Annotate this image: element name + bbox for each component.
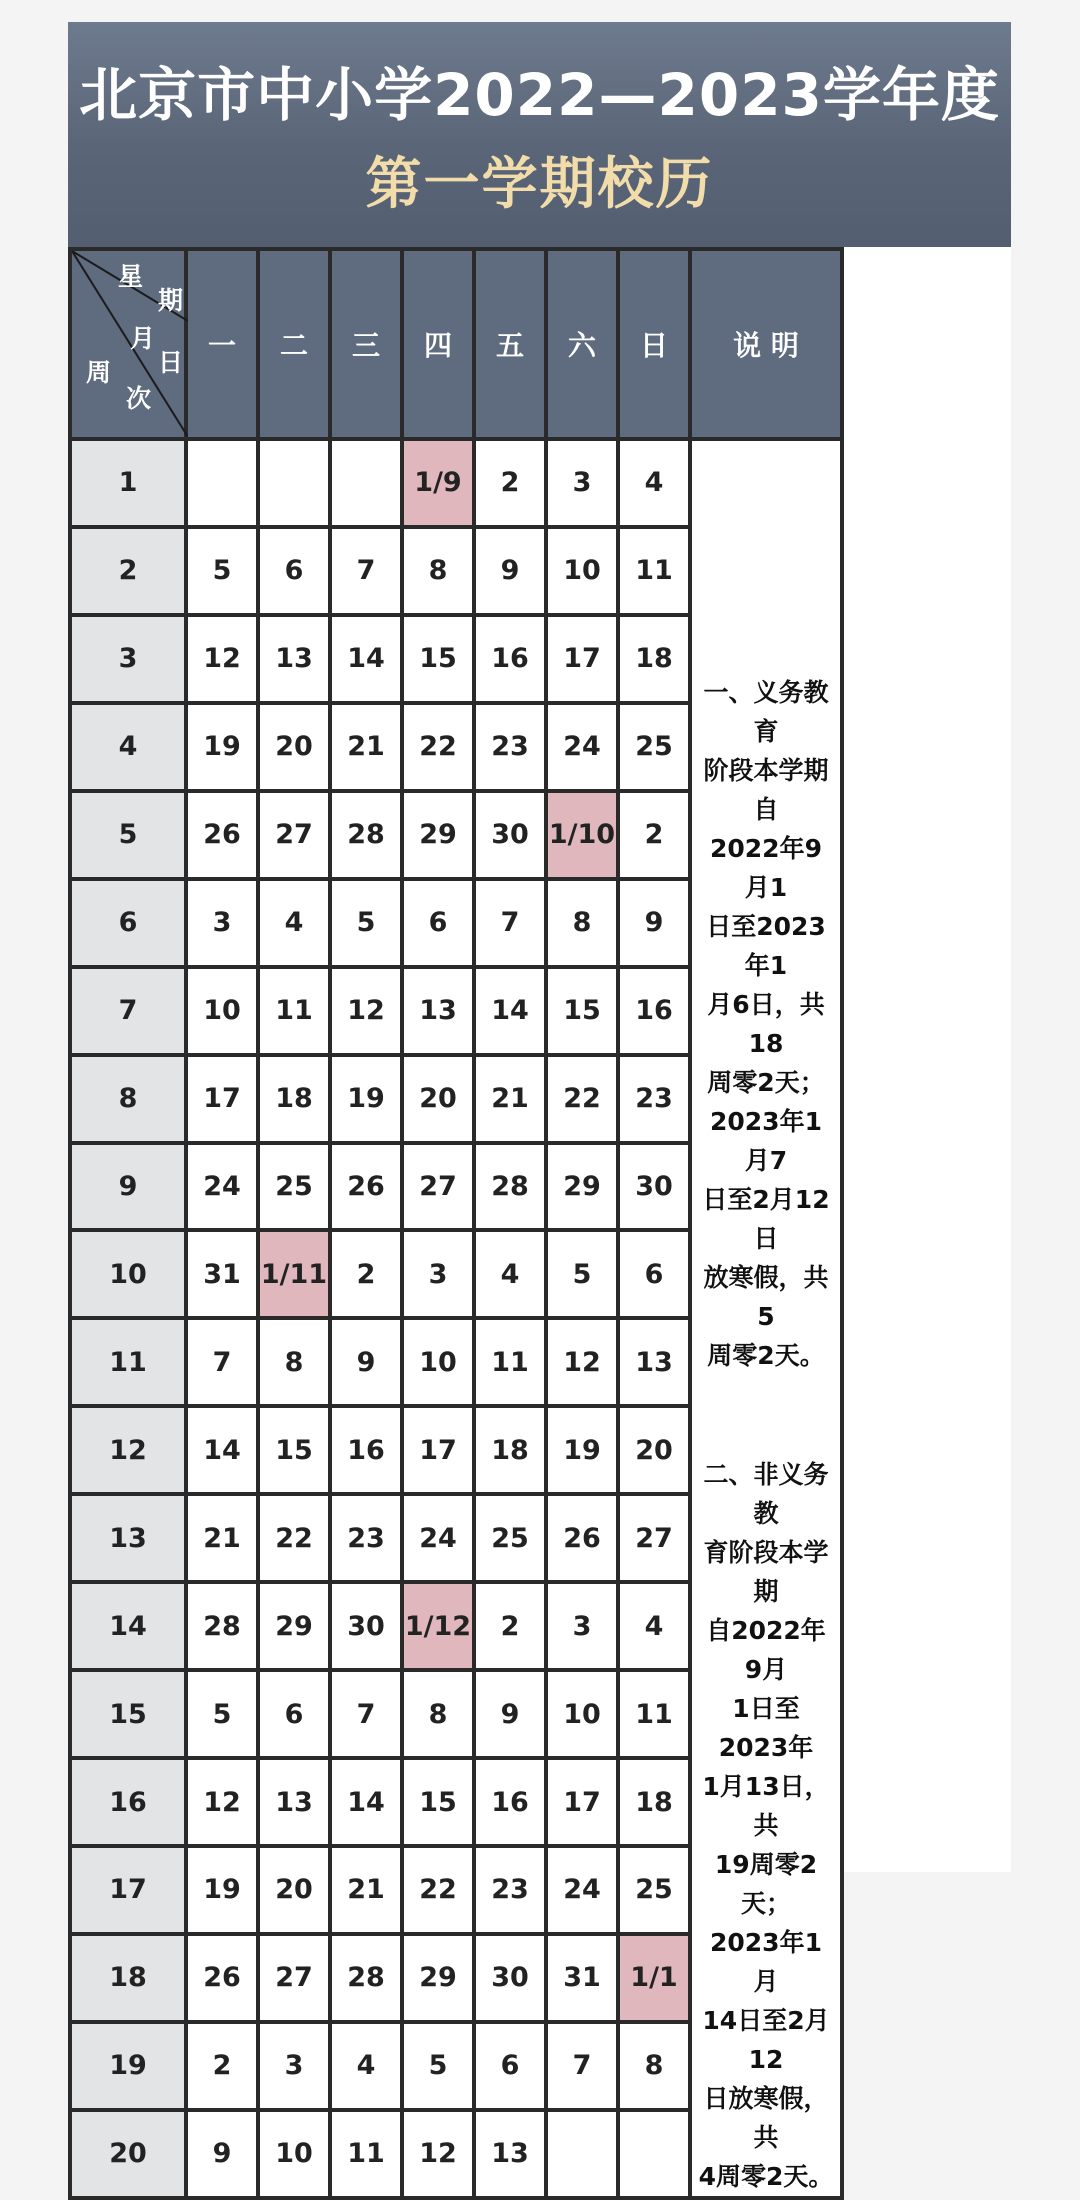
day-cell: 30	[474, 791, 546, 879]
day-cell: 7	[330, 1670, 402, 1758]
day-cell: 21	[330, 703, 402, 791]
note-line-compulsory: 2023年1月7	[710, 1107, 822, 1175]
day-cell: 1/1	[618, 1934, 690, 2022]
day-cell: 7	[474, 879, 546, 967]
week-row	[70, 439, 842, 527]
day-cell: 26	[546, 1494, 618, 1582]
day-cell: 13	[258, 615, 330, 703]
day-cell: 27	[618, 1494, 690, 1582]
day-cell: 10	[258, 2110, 330, 2198]
day-cell: 19	[186, 1846, 258, 1934]
day-cell: 25	[618, 703, 690, 791]
day-cell: 14	[474, 967, 546, 1055]
week-number: 5	[70, 791, 186, 879]
day-cell: 10	[546, 527, 618, 615]
corner-label-ci: 次	[126, 384, 152, 413]
note-line-noncompulsory: 1月13日，共	[702, 1772, 830, 1840]
note-line-noncompulsory: 1日至2023年	[718, 1694, 814, 1762]
day-cell: 13	[618, 1318, 690, 1406]
weekday-header-wed: 三	[330, 249, 402, 439]
day-cell: 4	[618, 1582, 690, 1670]
day-cell: 2	[474, 1582, 546, 1670]
week-number: 14	[70, 1582, 186, 1670]
day-cell: 10	[402, 1318, 474, 1406]
day-cell: 13	[258, 1758, 330, 1846]
day-cell: 17	[186, 1055, 258, 1143]
day-cell: 16	[474, 615, 546, 703]
day-cell: 21	[330, 1846, 402, 1934]
day-cell: 11	[258, 967, 330, 1055]
day-cell: 5	[186, 1670, 258, 1758]
day-cell: 30	[330, 1582, 402, 1670]
day-cell: 15	[402, 1758, 474, 1846]
week-number: 4	[70, 703, 186, 791]
note-line-noncompulsory: 二、非义务教	[703, 1460, 829, 1528]
note-line-compulsory: 日至2023年1	[706, 912, 826, 980]
day-cell	[186, 439, 258, 527]
day-cell: 21	[186, 1494, 258, 1582]
day-cell: 18	[618, 1758, 690, 1846]
day-cell: 11	[330, 2110, 402, 2198]
day-cell: 5	[186, 527, 258, 615]
day-cell: 10	[186, 967, 258, 1055]
week-number: 8	[70, 1055, 186, 1143]
day-cell: 27	[402, 1143, 474, 1231]
week-number: 10	[70, 1230, 186, 1318]
day-cell: 2	[474, 439, 546, 527]
note-line-compulsory: 放寒假，共5	[703, 1263, 829, 1331]
day-cell: 19	[546, 1406, 618, 1494]
day-cell: 6	[258, 527, 330, 615]
day-cell: 11	[474, 1318, 546, 1406]
weekday-header-sun: 日	[618, 249, 690, 439]
day-cell: 3	[546, 1582, 618, 1670]
day-cell	[618, 2110, 690, 2198]
day-cell: 19	[186, 703, 258, 791]
note-line-compulsory: 日至2月12日	[702, 1185, 830, 1253]
week-number: 12	[70, 1406, 186, 1494]
note-line-compulsory: 2022年9月1	[710, 834, 822, 902]
day-cell: 17	[402, 1406, 474, 1494]
notes-spacer	[698, 441, 834, 673]
day-cell: 8	[402, 527, 474, 615]
day-cell: 2	[330, 1230, 402, 1318]
day-cell: 23	[618, 1055, 690, 1143]
day-cell: 2	[186, 2022, 258, 2110]
day-cell: 18	[618, 615, 690, 703]
day-cell: 19	[330, 1055, 402, 1143]
day-cell: 24	[546, 703, 618, 791]
day-cell: 31	[546, 1934, 618, 2022]
day-cell: 29	[546, 1143, 618, 1231]
day-cell: 12	[402, 2110, 474, 2198]
day-cell: 12	[186, 615, 258, 703]
day-cell: 22	[546, 1055, 618, 1143]
day-cell: 18	[474, 1406, 546, 1494]
day-cell: 16	[618, 967, 690, 1055]
header-row	[70, 249, 842, 439]
note-line-noncompulsory: 4周零2天。	[698, 2162, 834, 2191]
day-cell: 5	[330, 879, 402, 967]
week-number: 1	[70, 439, 186, 527]
day-cell: 13	[402, 967, 474, 1055]
page-title: 北京市中小学2022—2023学年度	[79, 61, 1000, 129]
day-cell: 14	[186, 1406, 258, 1494]
day-cell: 16	[474, 1758, 546, 1846]
week-number: 7	[70, 967, 186, 1055]
day-cell: 9	[474, 527, 546, 615]
day-cell	[546, 2110, 618, 2198]
day-cell: 20	[258, 1846, 330, 1934]
day-cell: 16	[330, 1406, 402, 1494]
day-cell: 25	[258, 1143, 330, 1231]
note-line-noncompulsory: 14日至2月12	[702, 2006, 830, 2074]
notes-header: 说 明	[690, 249, 842, 439]
day-cell: 5	[402, 2022, 474, 2110]
day-cell: 22	[402, 1846, 474, 1934]
day-cell: 3	[186, 879, 258, 967]
day-cell: 24	[402, 1494, 474, 1582]
day-cell: 7	[546, 2022, 618, 2110]
day-cell: 15	[402, 615, 474, 703]
day-cell: 18	[258, 1055, 330, 1143]
day-cell: 1/10	[546, 791, 618, 879]
day-cell: 12	[546, 1318, 618, 1406]
week-number: 9	[70, 1143, 186, 1231]
week-number: 19	[70, 2022, 186, 2110]
day-cell: 27	[258, 1934, 330, 2022]
day-cell: 8	[546, 879, 618, 967]
day-cell: 6	[474, 2022, 546, 2110]
day-cell: 7	[330, 527, 402, 615]
day-cell: 25	[474, 1494, 546, 1582]
day-cell: 8	[618, 2022, 690, 2110]
week-number: 13	[70, 1494, 186, 1582]
day-cell: 15	[546, 967, 618, 1055]
week-number: 20	[70, 2110, 186, 2198]
day-cell: 13	[474, 2110, 546, 2198]
day-cell: 22	[402, 703, 474, 791]
day-cell	[330, 439, 402, 527]
day-cell: 9	[618, 879, 690, 967]
day-cell: 6	[402, 879, 474, 967]
day-cell: 29	[258, 1582, 330, 1670]
note-line-noncompulsory: 自2022年9月	[706, 1616, 826, 1684]
week-number: 6	[70, 879, 186, 967]
day-cell: 14	[330, 615, 402, 703]
day-cell: 21	[474, 1055, 546, 1143]
day-cell: 4	[258, 879, 330, 967]
day-cell: 14	[330, 1758, 402, 1846]
calendar-table	[68, 247, 844, 2200]
day-cell: 17	[546, 1758, 618, 1846]
week-number: 15	[70, 1670, 186, 1758]
weekday-header-fri: 五	[474, 249, 546, 439]
week-number: 18	[70, 1934, 186, 2022]
day-cell: 6	[258, 1670, 330, 1758]
day-cell: 27	[258, 791, 330, 879]
corner-label-yue: 月	[130, 324, 156, 353]
day-cell: 20	[402, 1055, 474, 1143]
day-cell: 30	[474, 1934, 546, 2022]
day-cell: 26	[186, 1934, 258, 2022]
day-cell: 11	[618, 1670, 690, 1758]
day-cell: 23	[330, 1494, 402, 1582]
day-cell: 20	[258, 703, 330, 791]
day-cell: 23	[474, 1846, 546, 1934]
day-cell: 8	[258, 1318, 330, 1406]
day-cell: 1/11	[258, 1230, 330, 1318]
day-cell: 9	[186, 2110, 258, 2198]
day-cell: 28	[474, 1143, 546, 1231]
day-cell: 3	[402, 1230, 474, 1318]
page-subtitle: 第一学期校历	[365, 152, 714, 217]
note-line-noncompulsory: 19周零2天；	[714, 1850, 818, 1918]
day-cell: 7	[186, 1318, 258, 1406]
day-cell: 31	[186, 1230, 258, 1318]
note-line-noncompulsory: 日放寒假，共	[703, 2084, 829, 2152]
note-line-noncompulsory: 育阶段本学期	[703, 1538, 829, 1606]
day-cell: 8	[402, 1670, 474, 1758]
day-cell: 29	[402, 1934, 474, 2022]
day-cell: 12	[186, 1758, 258, 1846]
note-line-compulsory: 月6日，共18	[707, 990, 825, 1058]
corner-label-ri: 日	[158, 348, 184, 377]
day-cell: 2	[618, 791, 690, 879]
day-cell: 22	[258, 1494, 330, 1582]
day-cell: 24	[186, 1143, 258, 1231]
day-cell: 26	[186, 791, 258, 879]
day-cell: 9	[474, 1670, 546, 1758]
weekday-header-thu: 四	[402, 249, 474, 439]
day-cell: 17	[546, 615, 618, 703]
day-cell: 10	[546, 1670, 618, 1758]
day-cell: 24	[546, 1846, 618, 1934]
day-cell: 3	[258, 2022, 330, 2110]
week-number: 16	[70, 1758, 186, 1846]
week-number: 17	[70, 1846, 186, 1934]
day-cell: 1/12	[402, 1582, 474, 1670]
day-cell	[258, 439, 330, 527]
day-cell: 11	[618, 527, 690, 615]
note-line-compulsory: 周零2天。	[707, 1341, 825, 1370]
week-number: 3	[70, 615, 186, 703]
notes-spacer	[698, 1375, 834, 1455]
weekday-header-mon: 一	[186, 249, 258, 439]
corner-cell	[70, 249, 186, 439]
note-line-noncompulsory: 2023年1月	[710, 1928, 822, 1996]
weekday-header-sat: 六	[546, 249, 618, 439]
day-cell: 1/9	[402, 439, 474, 527]
day-cell: 6	[618, 1230, 690, 1318]
day-cell: 28	[330, 791, 402, 879]
weekday-header-tue: 二	[258, 249, 330, 439]
day-cell: 26	[330, 1143, 402, 1231]
day-cell: 3	[546, 439, 618, 527]
day-cell: 29	[402, 791, 474, 879]
note-line-compulsory: 阶段本学期自	[703, 756, 829, 824]
day-cell: 4	[618, 439, 690, 527]
day-cell: 30	[618, 1143, 690, 1231]
day-cell: 15	[258, 1406, 330, 1494]
day-cell: 4	[330, 2022, 402, 2110]
day-cell: 28	[186, 1582, 258, 1670]
corner-label-qi: 期	[158, 286, 184, 315]
title-banner	[68, 22, 1011, 247]
corner-label-zhou: 周	[86, 358, 112, 387]
day-cell: 20	[618, 1406, 690, 1494]
note-line-compulsory: 一、义务教育	[703, 678, 829, 746]
day-cell: 9	[330, 1318, 402, 1406]
week-number: 11	[70, 1318, 186, 1406]
day-cell: 25	[618, 1846, 690, 1934]
day-cell: 23	[474, 703, 546, 791]
note-line-compulsory: 周零2天；	[707, 1068, 825, 1097]
calendar-sheet	[68, 22, 1011, 2191]
notes-cell	[690, 439, 842, 2198]
day-cell: 12	[330, 967, 402, 1055]
day-cell: 28	[330, 1934, 402, 2022]
day-cell: 4	[474, 1230, 546, 1318]
corner-label-xing: 星	[118, 262, 144, 291]
week-number: 2	[70, 527, 186, 615]
day-cell: 5	[546, 1230, 618, 1318]
